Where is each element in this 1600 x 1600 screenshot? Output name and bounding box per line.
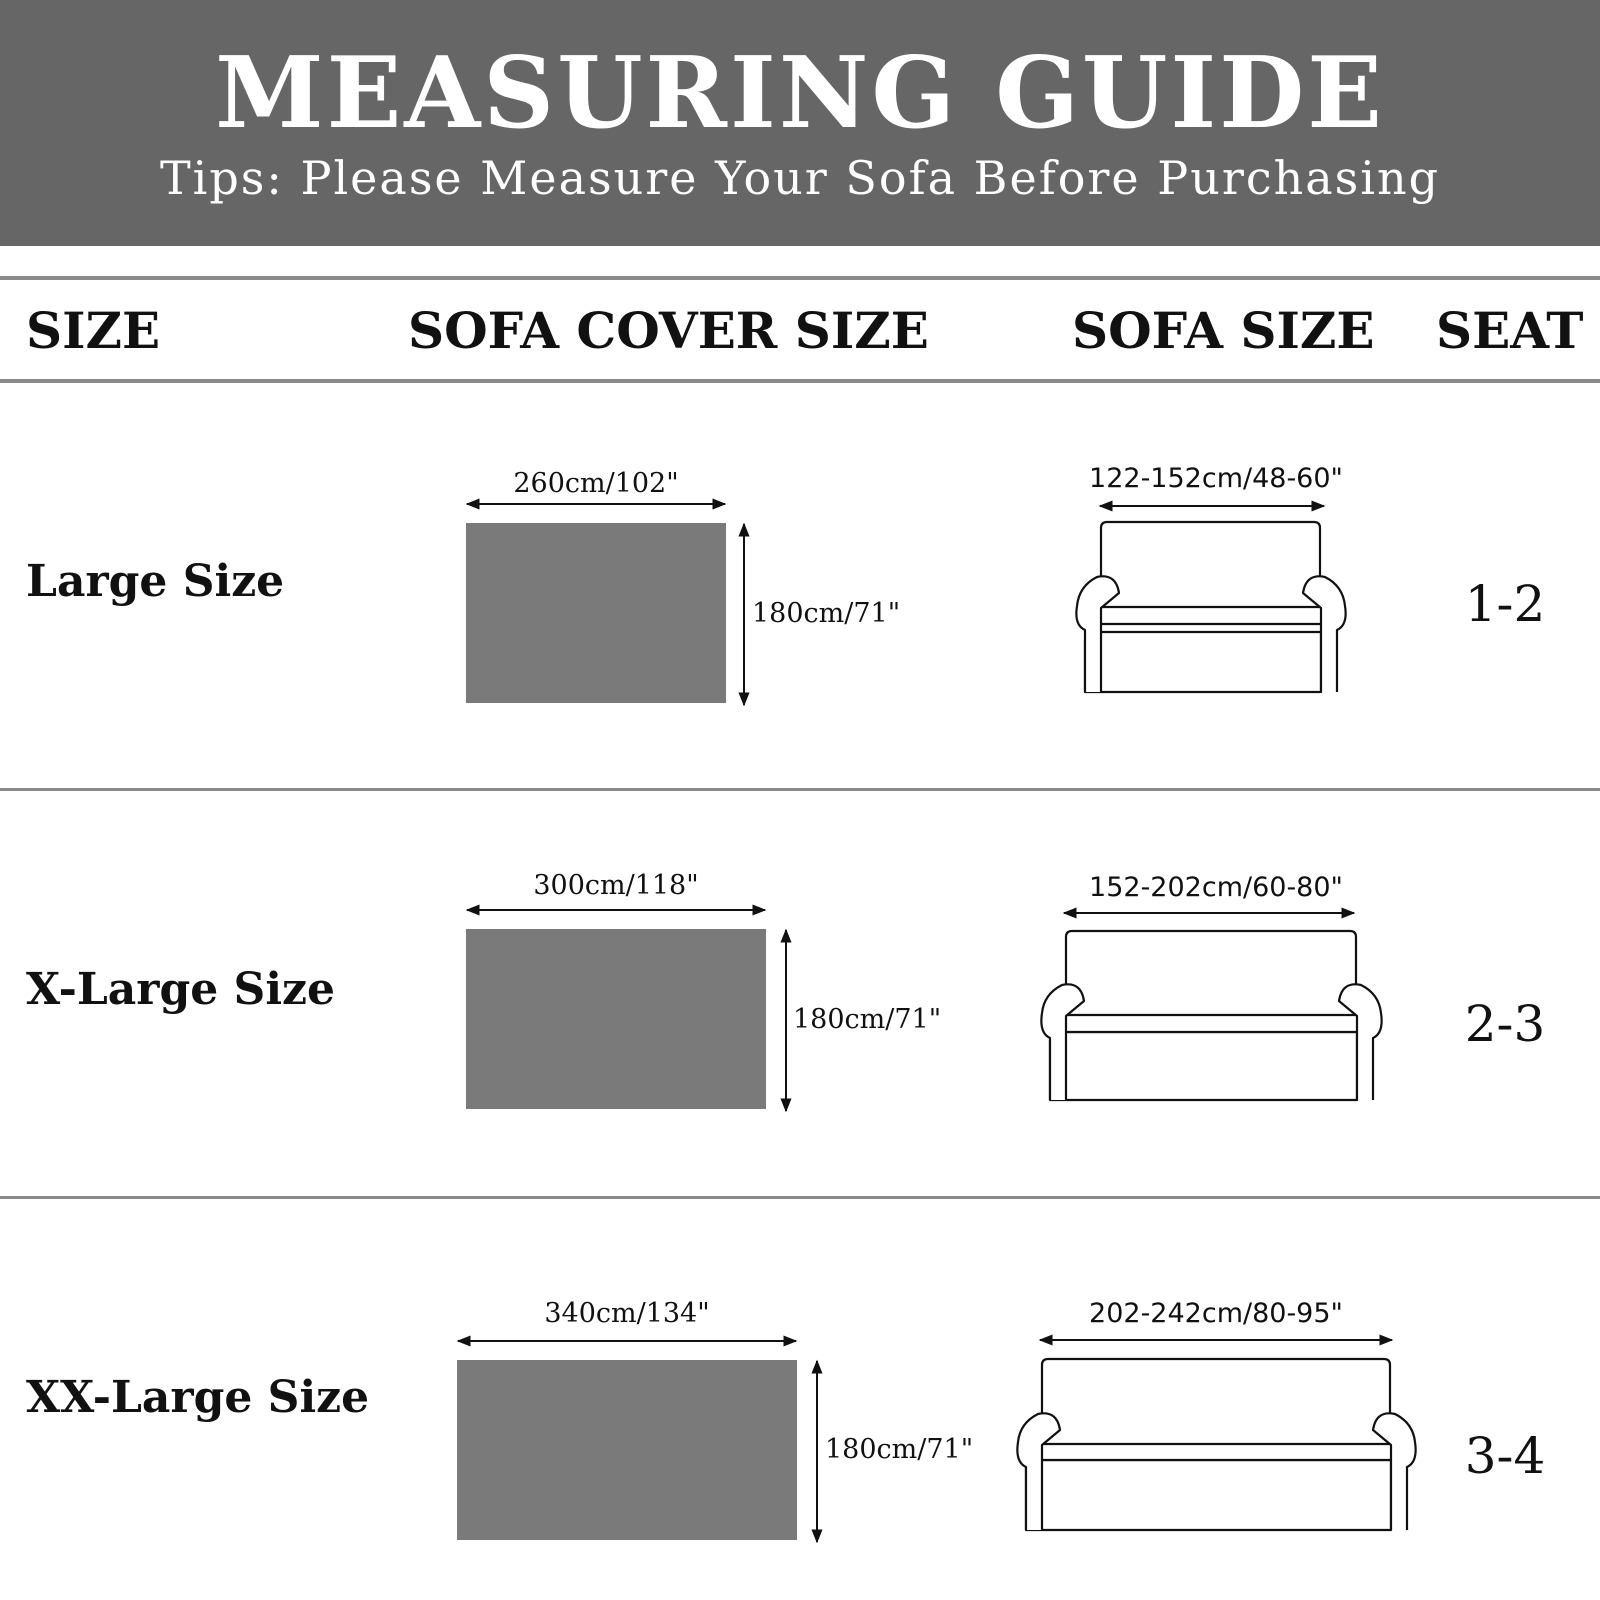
column-header-cover: SOFA COVER SIZE: [408, 301, 929, 360]
sofa-icon-large: [1076, 522, 1345, 692]
sofa-width-label-x-large: 152-202cm/60-80": [1089, 872, 1343, 903]
cover-diagram-xx-large: [457, 1298, 973, 1542]
seat-value-large: 1-2: [1464, 575, 1546, 633]
sofa-diagram-x-large: [1041, 872, 1381, 1100]
sofa-width-label-large: 122-152cm/48-60": [1089, 463, 1343, 494]
seat-value-xx-large: 3-4: [1464, 1427, 1546, 1485]
cover-width-label-x-large: 300cm/118": [533, 870, 699, 901]
sofa-icon-x-large: [1041, 931, 1381, 1100]
column-header-sofa: SOFA SIZE: [1072, 301, 1375, 360]
cover-width-label-large: 260cm/102": [513, 468, 679, 499]
row-label-x-large: X-Large Size: [26, 964, 336, 1015]
cover-height-label-xx-large: 180cm/71": [825, 1434, 974, 1465]
cover-diagram-large: [466, 468, 900, 705]
seat-value-x-large: 2-3: [1464, 995, 1546, 1053]
row-label-xx-large: XX-Large Size: [26, 1372, 370, 1423]
cover-diagram-x-large: [466, 870, 941, 1111]
cover-width-label-xx-large: 340cm/134": [544, 1298, 710, 1329]
row-label-large: Large Size: [26, 556, 285, 607]
sofa-diagram-large: [1076, 463, 1345, 692]
sofa-diagram-xx-large: [1017, 1298, 1415, 1530]
cover-rectangle-xx-large: [457, 1360, 797, 1540]
sofa-width-label-xx-large: 202-242cm/80-95": [1089, 1298, 1343, 1329]
cover-rectangle-large: [466, 523, 726, 703]
page-subtitle: Tips: Please Measure Your Sofa Before Purchasing: [159, 151, 1441, 205]
cover-rectangle-x-large: [466, 929, 766, 1109]
page-title: MEASURING GUIDE: [215, 36, 1385, 151]
cover-height-label-large: 180cm/71": [752, 598, 901, 629]
sofa-icon-xx-large: [1017, 1359, 1415, 1530]
column-header-seat: SEAT: [1436, 301, 1584, 360]
cover-height-label-x-large: 180cm/71": [793, 1004, 942, 1035]
column-header-size: SIZE: [26, 301, 161, 360]
